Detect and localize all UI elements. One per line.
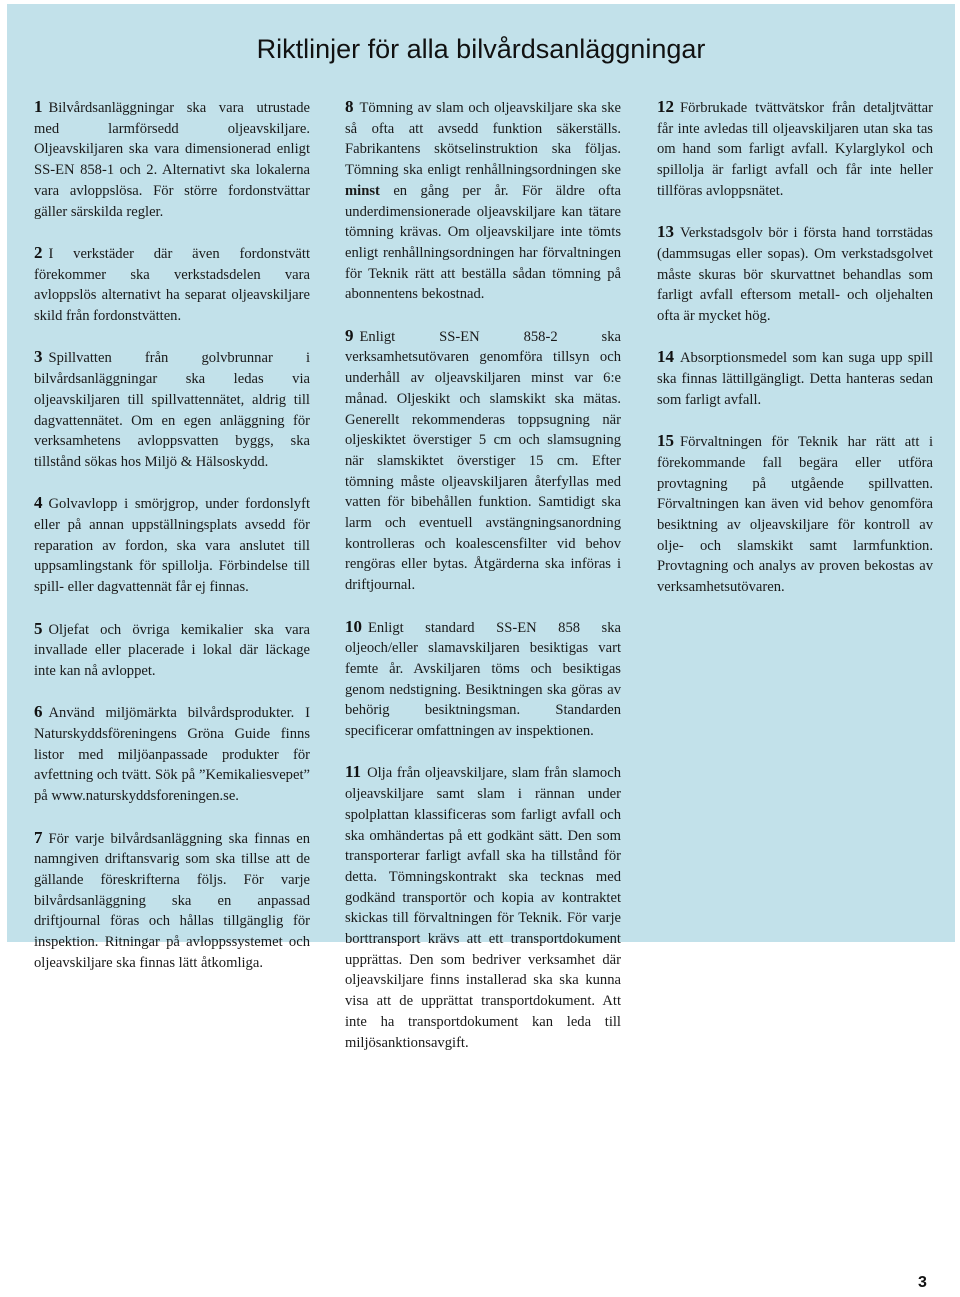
guideline-item-11 [345,762,621,1053]
page-number: 3 [918,1274,927,1291]
item-text: Enligt standard SS-EN 858 ska oljeoch/eller slamavskiljaren besiktigas vart femte år. Avskiljaren töms och besiktigas genom nedstigning. Besiktningen ska göras av behörig besiktningsman. Standarden specificerar omfattningen av inspektionen. [345,619,621,740]
item-text: Använd miljömärkta bilvårdsprodukter. I Naturskyddsföreningens Gröna Guide finns listor med miljöanpassade produkter för avfettning och tvätt. Sök på ”Kemikaliesvepet” på www.naturskyddsforeningen.se. [34,705,310,805]
guideline-item-6 [34,702,310,807]
guideline-item-5 [34,619,310,682]
item-text: För varje bilvårdsanläggning ska finnas en namngiven driftansvarig som ska tillse att de gällande föreskrifterna följs. För varje bilvårdsanläggning ska en anpassad driftjournal föras och hållas tillgänglig för inspektion. Ritningar på avloppssystemet och oljeavskiljare ska finnas lätt åtkomliga. [34,830,310,971]
column-3 [657,97,933,619]
item-text: Enligt SS-EN 858-2 ska verksamhetsutövaren genomföra tillsyn och underhåll av oljeavskiljaren minst var 6:e månad. Oljeskikt och slamskikt ska mätas. Generellt rekommenderas toppsugning när oljeskiktet överstiger 5 cm och slamsugning när slamskiktet överstiger 15 cm. Efter tömning måste oljeavskiljaren återfyllas med vatten för bibehållen funktion. Samtidigt ska larm och eventuell avstängningsanordning kontrolleras och koalescensfilter vid behov rengöras eller bytas. Åtgärderna ska införas i driftjournal. [345,328,621,594]
item-number: 6 [34,702,43,722]
guideline-item-2 [34,243,310,327]
item-text: I verkstäder där även fordonstvätt förekommer ska verkstadsdelen vara avloppslös alternativt ha separat oljeavskiljare skild från fordonstvätten. [34,245,310,325]
guideline-item-7 [34,828,310,974]
item-number: 15 [657,431,674,451]
item-number: 8 [345,97,354,116]
item-number: 14 [657,347,674,367]
guideline-item-14 [657,347,933,410]
item-text: Tömning av slam och oljeavskiljare ska ske så ofta att avsedd funktion säkerställs. Fabrikantens skötselinstruktion ska följas. Tömning ska enligt renhållningsordningen ske [345,100,621,179]
item-text: Förbrukade tvättvätskor från detaljtvättar får inte avledas till oljeavskiljaren utan ska tas om hand som farligt avfall. Kylarglykol och spillolja är farligt avfall och får inte heller tillföras avloppsnätet. [657,100,933,199]
item-number: 2 [34,242,43,262]
page-title: Riktlinjer för alla bilvårdsanläggningar [256,34,706,64]
item-text: Bilvårdsanläggningar ska vara utrustade med larmförsedd oljeavskiljare. Oljeavskiljaren ska vara dimensionerad enligt SS-EN 858-1 och 2. Alternativt ska lokalerna vara avloppslösa. För större fordonstvättar gäller särskilda regler. [34,100,310,220]
guideline-item-1 [34,97,310,222]
guideline-item-3 [34,347,310,472]
guideline-item-9 [345,326,621,596]
column-1 [34,97,310,994]
guideline-item-4 [34,493,310,598]
guideline-item-8 [345,97,621,305]
item-number: 5 [34,618,43,638]
item-text: Oljefat och övriga kemikalier ska vara invallade eller placerade i lokal där läckage inte kan nå avloppet. [34,621,310,679]
item-text: Verkstadsgolv bör i första hand torrstädas (dammsugas eller sopas). Om verkstadsgolvet måste skuras bör skurvattnet behandlas som farligt avfall eftersom metall- och oljehalten ofta är mycket hög. [657,225,933,325]
guideline-item-12 [657,97,933,202]
item-number: 10 [345,616,362,636]
item-number: 13 [657,222,674,242]
item-text: Olja från oljeavskiljare, slam från slamoch oljeavskiljare samt slam i rännan under spolplattan klassificeras som farligt avfall och ska omhändertas på ett godkänt sätt. Den som transporterar farligt avfall ska ha tillstånd för detta. Tömningskontrakt ska tecknas med godkänd transportör och kopia av kontraktet skickas till förvaltningen för Teknik. För varje borttransport krävs att ett transportdokument upprättas. Den som bedriver verksamhet där oljeavskiljare finns installerad ska ska kunna visa att de upprättat transportdokument. Att inte ha transportdokument kan leda till miljösanktionsavgift. [345,765,621,1051]
item-text: Golvavlopp i smörjgrop, under fordonslyft eller på annan uppställningsplats avsedd för reparation av fordon, ska vara anslutet till uppsamlingstank för spillolja. Förbindelse till spill- eller dagvattennät får ej finnas. [34,496,310,596]
content-panel [7,4,955,1051]
guideline-item-10 [345,617,621,742]
item-number: 11 [345,762,362,782]
item-number: 12 [657,97,674,116]
item-text: Förvaltningen för Teknik har rätt att i förekommande fall begära eller utföra provtagning på utgående spillvatten. Förvaltningen kan även vid behov genomföra besiktning av oljeavskiljare för kontroll av olje- och slamskikt samt larmfunktion. Provtagning och analys av proven bekostas av verksamhetsutövaren. [657,434,933,596]
guideline-item-13 [657,222,933,327]
item-number: 9 [345,325,354,345]
item-number: 1 [34,97,43,116]
item-number: 3 [34,347,43,367]
item-text: Spillvatten från golvbrunnar i bilvårdsanläggningar ska ledas via oljeavskiljaren till spillvattennätet, aldrig till dagvattennätet. Om en egen anläggning för verksamhetens avloppsvatten byggs, ska tillstånd sökas hos Miljö & Hälsoskydd. [34,350,310,470]
item-text: Absorptionsmedel som kan suga upp spill ska finnas lättillgängligt. Detta hanteras sedan som farligt avfall. [657,350,933,408]
guideline-item-15 [657,431,933,598]
item-text-bold: minst [345,182,380,199]
column-2 [345,97,621,1074]
item-text: en gång per år. För äldre ofta underdimensionerade oljeavskiljare kan tätare tömning krävas. Om oljeavskiljare inte tömts enligt renhållningsordningen har förvaltningen för Teknik rätt att beställa sådan tömning på abonnentens bekostnad. [345,182,621,303]
item-number: 4 [34,493,43,513]
item-number: 7 [34,827,43,847]
